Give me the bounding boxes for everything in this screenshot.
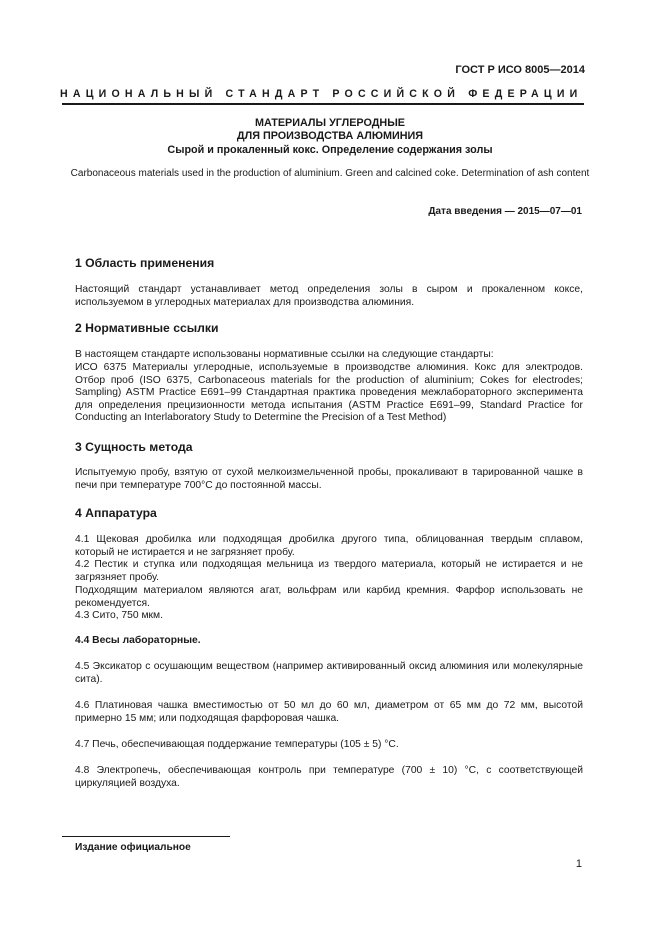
clause-4-6: 4.6 Платиновая чашка вместимостью от 50 мл до 60 мл, диаметром от 65 мм до 72 мм, высотой примерно 15 мм; или подходящая фарфоровая чашка. xyxy=(75,700,583,724)
section-2-intro: В настоящем стандарте использованы нормативные ссылки на следующие стандарты: xyxy=(75,349,494,360)
title-line-1: МАТЕРИАЛЫ УГЛЕРОДНЫЕ xyxy=(254,117,405,129)
standard-banner: НАЦИОНАЛЬНЫЙ СТАНДАРТ РОССИЙСКОЙ ФЕДЕРАЦИИ xyxy=(60,88,583,100)
section-4-heading: 4 Аппаратура xyxy=(75,506,157,520)
english-title: Carbonaceous materials used in the production of aluminium. Green and calcined coke. Determination of ash content xyxy=(70,168,590,179)
clause-4-7: 4.7 Печь, обеспечивающая поддержание температуры (105 ± 5) °С. xyxy=(75,739,399,750)
section-1-heading: 1 Область применения xyxy=(75,256,215,270)
footer-rule xyxy=(62,836,230,837)
section-2-heading: 2 Нормативные ссылки xyxy=(75,321,219,335)
clause-4-3: 4.3 Сито, 750 мкм. xyxy=(75,610,163,621)
clause-4-2: 4.2 Пестик и ступка или подходящая мельница из твердого материала, который не истирается и не загрязняет пробу. xyxy=(75,559,583,583)
introduction-date: Дата введения — 2015—07—01 xyxy=(428,206,582,217)
document-number: ГОСТ Р ИСО 8005—2014 xyxy=(455,64,585,76)
section-2-references: ИСО 6375 Материалы углеродные, используемые в производстве алюминия. Кокс для электродов. Отбор проб (ISO 6375, Carbonaceous materials for the production of aluminium; Cokes for electrodes; Sampling) ASTM Practice E691–99 Стандартная практика проведения межлабораторного эксперимента для определения прецизионности метода испытания (ASTM Practice E691–99, Standard Practice for Conducting an Interlaboratory Study to Determine the Precision of a Test Method) xyxy=(75,362,583,424)
section-1-text: Настоящий стандарт устанавливает метод определения золы в сыром и прокаленном коксе, используемом в углеродных материалах для производства алюминия. xyxy=(75,284,583,308)
page-number: 1 xyxy=(575,858,582,870)
clause-4-4: 4.4 Весы лабораторные. xyxy=(75,635,201,646)
clause-4-5: 4.5 Эксикатор с осушающим веществом (например активированный оксид алюминия или молекулярные сита). xyxy=(75,661,583,685)
official-edition-label: Издание официальное xyxy=(75,842,191,853)
header-rule xyxy=(62,103,584,105)
title-line-2: ДЛЯ ПРОИЗВОДСТВА АЛЮМИНИЯ xyxy=(236,130,424,142)
title-subtitle: Сырой и прокаленный кокс. Определение содержания золы xyxy=(167,144,493,156)
section-3-text: Испытуемую пробу, взятую от сухой мелкоизмельченной пробы, прокаливают в тарированной чашке в печи при температуре 700°С до постоянной массы. xyxy=(75,467,583,491)
section-3-heading: 3 Сущность метода xyxy=(75,440,193,454)
clause-4-2-note: Подходящим материалом являются агат, вольфрам или карбид кремния. Фарфор использовать не рекомендуется. xyxy=(75,585,583,609)
clause-4-1: 4.1 Щековая дробилка или подходящая дробилка другого типа, облицованная твердым сплавом, который не истирается и не загрязняет пробу. xyxy=(75,534,583,558)
clause-4-8: 4.8 Электропечь, обеспечивающая контроль при температуре (700 ± 10) °С, с соответствующей циркуляцией воздуха. xyxy=(75,765,583,789)
